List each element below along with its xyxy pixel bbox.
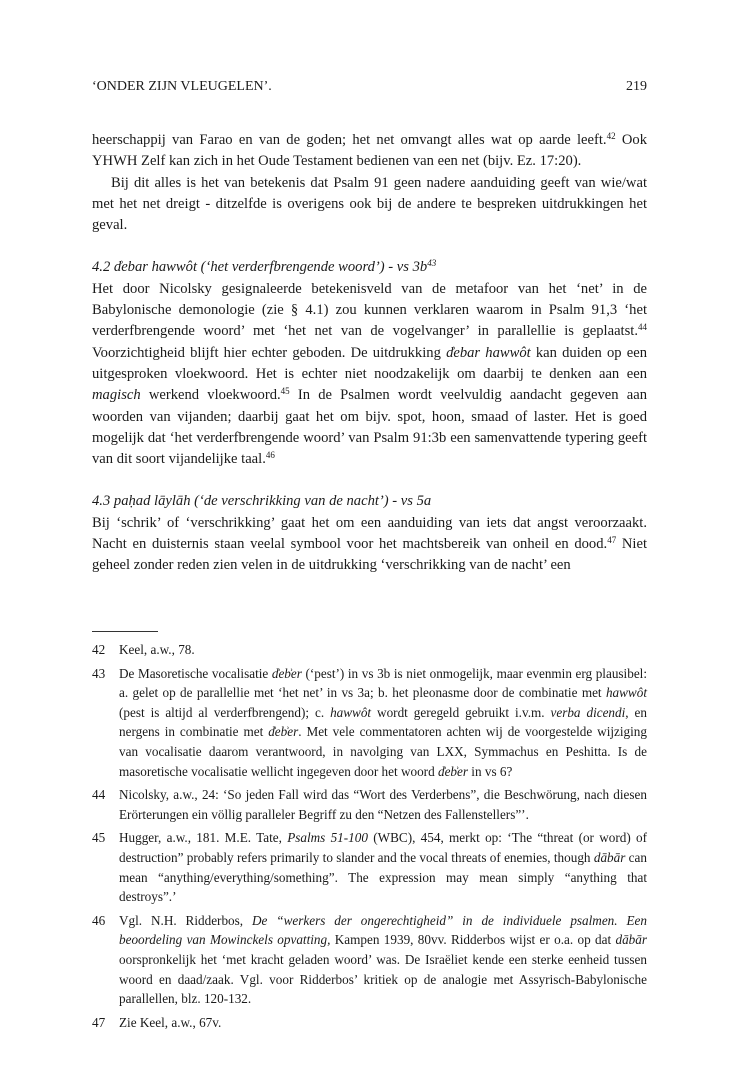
latin-term: verba dicendi [550,704,626,720]
book-title: Psalms 51-100 [287,830,368,846]
text-run: Vgl. N.H. Ridderbos, [119,912,252,928]
text-run: , en nergens in combinatie met [119,704,647,740]
hebrew-term: dābār [615,932,647,948]
running-title: ‘ONDER ZIJN VLEUGELEN’. [92,79,272,94]
text-run: In de Psalmen wordt veelvuldig aandacht gegeven aan woorden van vijanden; daarbij gaat het om bijv. spot, hoon, smaad of laster. Het is goed mogelijk dat ‘het verderfbrengende woord’ van Psalm 91:3b een samenvattende typering geeft van dit soort vijandelijke taal. [92,387,647,468]
hebrew-term: d͗eb͗er [268,724,299,740]
hebrew-term: d͗eb͗er [437,763,468,779]
paragraph-2: Bij dit alles is het van betekenis dat Psalm 91 geen nadere aanduiding geeft van wie/wat met het net dreigt - ditzelfde is overigens ook bij de andere te bespreken uitdrukkingen het geval. [92,174,647,234]
hebrew-term: dābār [593,849,626,865]
text-run: (‘pest’) in vs 3b is niet onmogelijk, maar evenmin erg plausibel: a. gelet op de parallellie met ‘het net’ in vs 3a; b. het pleonasme door de combinatie met [119,665,647,701]
footnote-46 [92,911,647,1009]
footnote-text: Nicolsky, a.w., 24: ‘So jeden Fall wird das “Wort des Verderbens”, die Beschwörung, nach diesen Erörterungen ein völlig paralleler Begriff zu den “Netzen des Fallenstellers”’. [119,787,647,822]
text-run: kan duiden op een uitgesproken vloekwoord. Het is echter niet noodzakelijk om daarbij te denken aan een [92,344,648,382]
paragraph-section-4-2 [92,279,647,471]
book-title: De “werkers der ongerechtigheid” in de individuele psalmen. Een beoordeling van Mowinckels opvatting, [119,912,647,948]
text-run: Ook YHWH Zelf kan zich in het Oude Testament bedienen van een net (bijv. Ez. 17:20). [92,132,647,170]
footnote-42 [92,640,647,660]
footnote-43 [92,664,647,782]
text-run: wordt geregeld gebruikt i.v.m. [371,704,551,720]
footnote-ref-47: 47 [607,535,617,546]
text-run: (pest is altijd al verderfbrengend); c. [119,704,331,720]
footnote-45 [92,828,647,906]
footnote-ref-42: 42 [606,131,616,141]
text-run: Voorzichtigheid blijft hier echter geboden. De uitdrukking [92,344,447,361]
footnote-number: 47 [92,1014,106,1030]
text-run: werkend vloekwoord. [140,387,281,404]
footnote-number: 42 [92,642,106,657]
footnote-number: 45 [92,830,106,846]
page-content [92,78,647,577]
section-heading-4-2 [92,257,647,278]
hebrew-term: d͗eb͗er [271,665,302,681]
hebrew-term: d͗ebar hawwôt [446,344,531,361]
footnote-47 [92,1013,647,1033]
footnote-ref-43: 43 [427,258,437,269]
footnote-ref-44: 44 [638,322,647,333]
running-header [92,78,647,96]
text-run: heerschappij van Farao en van de goden; het net omvangt alles wat op aarde leeft. [92,132,607,148]
paragraph-1 [92,130,647,173]
footnote-text: Keel, a.w., 78. [119,642,195,657]
footnote-text [119,911,647,1009]
text-run: Kampen 1939, 80vv. Ridderbos wijst er o.a. op dat [330,932,616,948]
footnote-text: Zie Keel, a.w., 67v. [119,1014,222,1030]
text-run: De Masoretische vocalisatie [119,665,272,681]
hebrew-term: hawwôt [605,685,647,701]
footnote-number: 46 [92,912,106,928]
text-run: can mean “anything/everything/something”. The expression may mean simply “anything that destroys”.’ [119,849,647,905]
text-run: Hugger, a.w., 181. M.E. Tate, [119,830,288,846]
footnote-number: 44 [92,787,106,803]
footnote-44 [92,785,647,824]
footnote-ref-46: 46 [265,450,275,461]
footnote-ref-45: 45 [280,386,290,397]
footnote-text [119,664,647,782]
footnotes [92,640,647,1036]
paragraph-section-4-3 [92,513,647,577]
footnote-text [119,828,647,906]
section-heading-4-3: 4.3 paḥad lāylāh (‘de verschrikking van de nacht’) - vs 5a [92,493,432,510]
text-run: oorspronkelijk het ‘met kracht geladen woord’ was. De Israëliet kende een sterke eenheid tussen woord en daad/zaak. Vgl. voor Ridderbos’ kritiek op de analogie met Assyrisch-Babylonische parallellen, blz. 120-132. [119,951,647,1007]
page-number: 219 [626,79,647,94]
text-run: Bij ‘schrik’ of ‘verschrikking’ gaat het om een aanduiding van iets dat angst veroorzaakt. Nacht en duisternis staan veelal symbool voor het machtsbereik van onheil en dood. [92,514,647,553]
emphasis: magisch [92,387,141,404]
main-text [92,130,647,577]
hebrew-term: hawwôt [330,704,372,720]
footnote-separator [92,631,158,632]
footnote-number: 43 [92,665,106,681]
text-run: Het door Nicolsky gesignaleerde betekenisveld van de metafoor van het ‘net’ in de Babylonische demonologie (zie § 4.1) zou kunnen verklaren waarom in Psalm 91,3 ‘het verderfbrengende woord’ met ‘het net van de vogelvanger’ in parallellie is geplaatst. [92,280,647,340]
text-run: . Met vele commentatoren achten wij de voorgestelde wijziging van vocalisatie daarom verantwoord, in navolging van LXX, Symmachus en Peshitta. Is de masoretische vocalisatie wellicht ingegeven door het woord [119,724,647,779]
text-run: in vs 6? [468,763,513,779]
section-title: 4.2 d͗ebar hawwôt (‘het verderfbrengende woord’) - vs 3b [92,259,428,276]
text-run: (WBC), 454, merkt op: ‘The “threat (or word) of destruction” probably refers primarily to slander and the vocal threats of enemies, though [119,830,648,865]
text-run: Niet geheel zonder reden zien velen in de uitdrukking ‘verschrikking van de nacht’ een [92,536,647,574]
